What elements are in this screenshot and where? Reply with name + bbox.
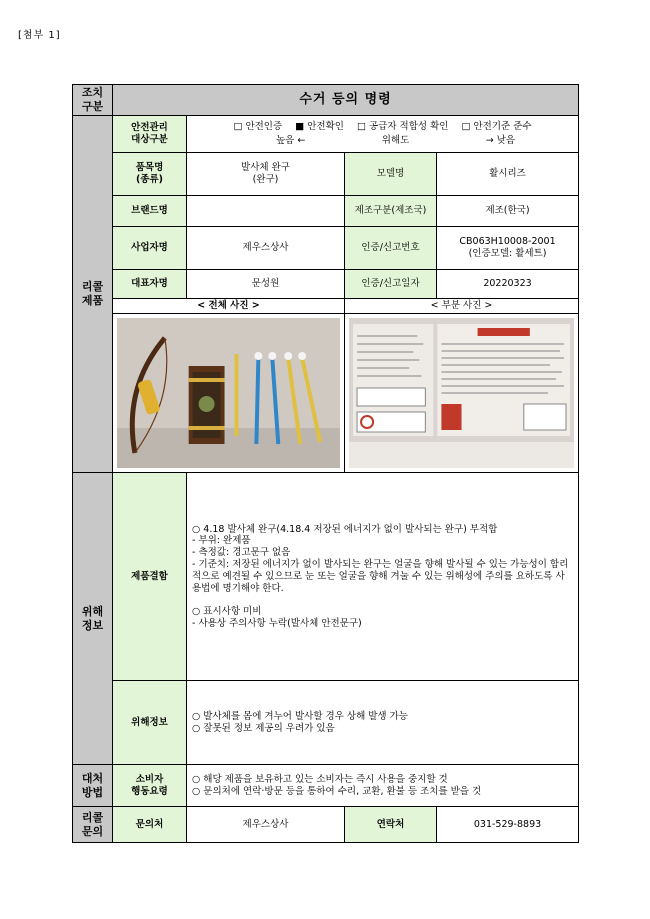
risk-mid: 위해도	[381, 135, 410, 146]
phone-value: 031-529-8893	[437, 807, 579, 843]
defect-line: - 측정값: 경고문구 없음	[192, 547, 291, 559]
attachment-label: [첨부 1]	[18, 30, 61, 41]
defect-label: 제품결함	[113, 473, 187, 681]
defect-line: - 기준치: 저장된 에너지가 없이 발사되는 완구는 얼굴을 향해 발사될 수 있는 가능성이 합리적으로 예견될 수 있으므로 눈 또는 얼굴을 향해 겨눌 수 있는 위해성에 주의를 요하도록 사용법에 명기해야 한다.	[192, 559, 569, 594]
recall-section-label: 리콜 제품	[73, 116, 113, 473]
risk-low: → 낮음	[485, 135, 516, 146]
product-name-value: 발사체 완구 (완구)	[187, 153, 345, 196]
product-name-label: 품목명 (종류)	[113, 153, 187, 196]
option-supplier-conformity: □ 공급자 적합성 확인	[356, 121, 449, 133]
cert-date-label: 인증/신고일자	[345, 270, 437, 299]
consumer-content	[187, 765, 579, 807]
maker-label: 제조구분(제조국)	[345, 196, 437, 227]
contact-section-label: 리콜 문의	[73, 807, 113, 843]
defect-line	[192, 595, 573, 606]
label-photo	[349, 318, 574, 468]
defect-line: - 부위: 완제품	[192, 535, 251, 547]
consumer-label: 소비자 행동요령	[113, 765, 187, 807]
inquiry-label: 문의처	[113, 807, 187, 843]
hazard-section-label: 위해 정보	[73, 473, 113, 765]
consumer-line: ○ 문의처에 연락·방문 등을 통하여 수리, 교환, 환불 등 조치를 받을 것	[192, 785, 482, 797]
brand-value	[187, 196, 345, 227]
action-section-label: 대처 방법	[73, 765, 113, 807]
hazard-info-content	[187, 681, 579, 765]
category-options	[187, 116, 579, 153]
model-value: 활시리즈	[437, 153, 579, 196]
defect-content	[187, 473, 579, 681]
page-title: 수거 등의 명령	[113, 85, 579, 116]
cert-no-value: CB063H10008-2001 (인증모델: 활세트)	[437, 227, 579, 270]
model-label: 모델명	[345, 153, 437, 196]
consumer-line: ○ 해당 제품을 보유하고 있는 소비자는 즉시 사용을 중지할 것	[192, 773, 448, 785]
defect-line: ○ 4.18 발사체 완구(4.18.4 저장된 에너지가 없이 발사되는 완구) 부적합	[192, 523, 498, 535]
cert-date-value: 20220323	[437, 270, 579, 299]
defect-line: ○ 표시사항 미비	[192, 605, 262, 617]
ceo-label: 대표자명	[113, 270, 187, 299]
risk-high: 높음 ←	[276, 135, 306, 146]
category-label: 안전관리 대상구분	[113, 116, 187, 153]
defect-line: - 사용상 주의사항 누락(발사체 안전문구)	[192, 617, 362, 629]
phone-label: 연락처	[345, 807, 437, 843]
option-list	[190, 121, 575, 133]
cert-no-label: 인증/신고번호	[345, 227, 437, 270]
photo-part	[345, 314, 579, 473]
ceo-value: 문성원	[187, 270, 345, 299]
company-label: 사업자명	[113, 227, 187, 270]
hazard-info-label: 위해정보	[113, 681, 187, 765]
action-type-label: 조치 구분	[73, 85, 113, 116]
recall-table	[72, 84, 579, 843]
hazard-info-line: ○ 발사체를 몸에 겨누어 발사할 경우 상해 발생 가능	[192, 710, 408, 722]
company-value: 제우스상사	[187, 227, 345, 270]
photo-part-label: < 부분 사진 >	[345, 299, 579, 314]
risk-scale	[190, 135, 575, 147]
option-safety-confirm: ■ 안전확인	[295, 121, 344, 133]
option-safety-standard: □ 안전기준 준수	[461, 121, 532, 133]
hazard-info-line: ○ 잘못된 정보 제공의 우려가 있음	[192, 722, 335, 734]
inquiry-value: 제우스상사	[187, 807, 345, 843]
photo-full	[113, 314, 345, 473]
option-safety-cert: □ 안전인증	[233, 121, 283, 133]
maker-value: 제조(한국)	[437, 196, 579, 227]
brand-label: 브랜드명	[113, 196, 187, 227]
product-photo	[117, 318, 340, 468]
photo-full-label: < 전체 사진 >	[113, 299, 345, 314]
